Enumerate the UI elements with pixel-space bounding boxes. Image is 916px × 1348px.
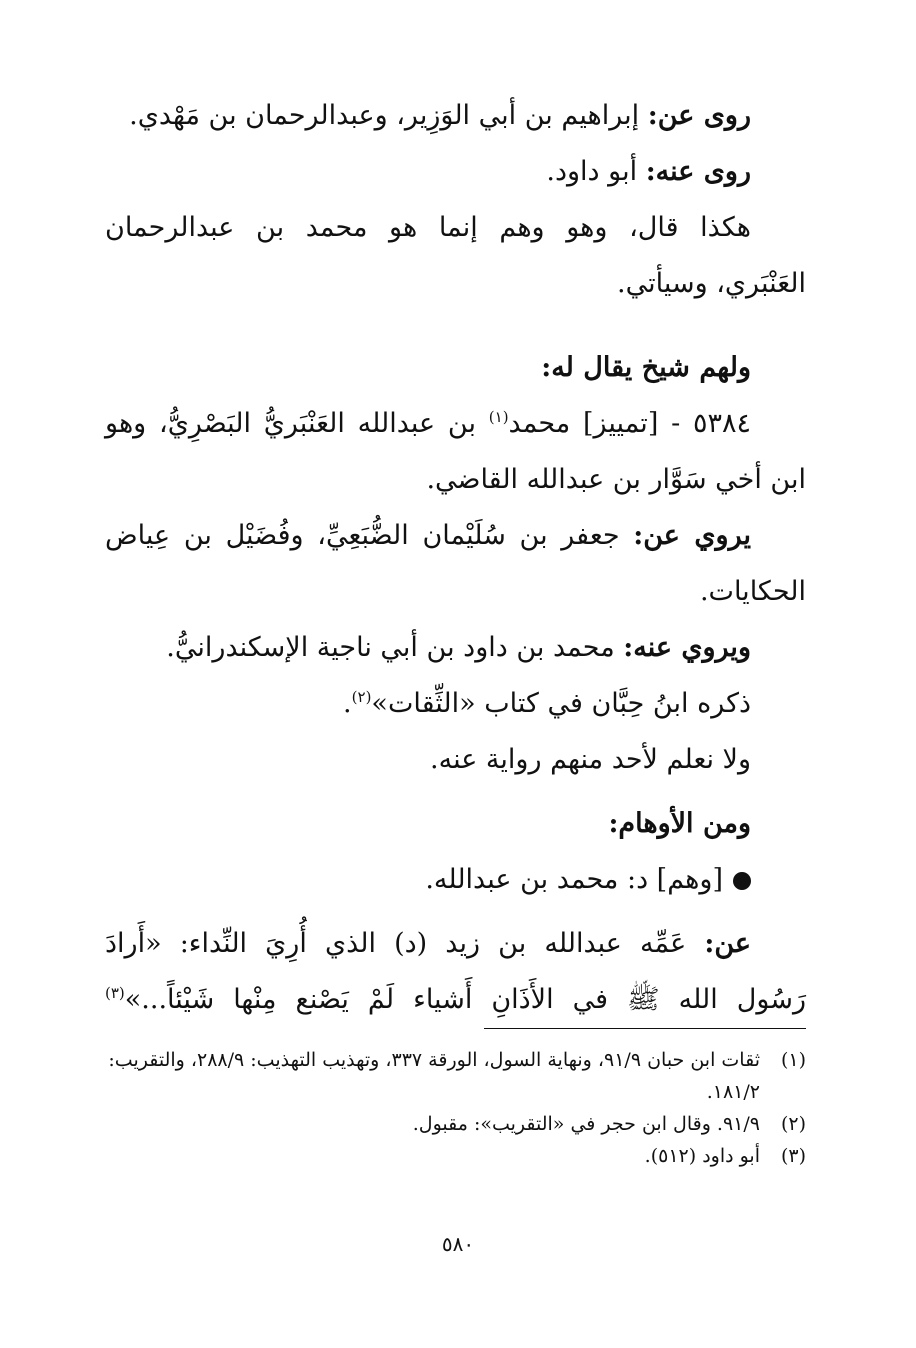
paragraph-line: العَنْبَري، وسيأتي. — [616, 268, 806, 299]
bullet-line — [105, 852, 806, 908]
footnotes — [105, 1044, 806, 1172]
footnote-text: ثقات ابن حبان ٩١/٩، ونهاية السول، الورقة ٣٣٧، وتهذيب التهذيب: ٢٨٨/٩، والتقريب: ١٨١/٢. — [108, 1049, 760, 1103]
footnote-number: (٢) — [780, 1113, 806, 1135]
narrated-from-text: إبراهيم بن أبي الوَزِير، وعبدالرحمان بن مَهْدي. — [129, 100, 640, 131]
hadith-text: رَسُول الله ﷺ في الأَذَانِ أَشياء لَمْ يَصْنع مِنْها شَيْئاً...» — [124, 984, 806, 1015]
entry-title-b: بن عبدالله العَنْبَريُّ البَصْرِيُّ، وهو — [105, 408, 476, 439]
narrated-by-line — [105, 620, 806, 676]
footnote-ref: (١) — [488, 408, 509, 426]
bullet-icon — [733, 872, 751, 890]
footnote-number: (١) — [780, 1049, 806, 1071]
footnote-item — [105, 1108, 806, 1140]
section-heading: ومن الأوهام: — [608, 808, 751, 839]
paragraph-line: هكذا قال، وهو وهم إنما هو محمد بن عبدالرحمان — [105, 212, 751, 243]
main-text — [105, 88, 806, 1028]
footnote-ref: (٢) — [351, 688, 372, 706]
footnote-item — [105, 1044, 806, 1108]
narrates-from-line — [105, 508, 806, 564]
bullet-text: [وهم] د: محمد بن عبدالله. — [425, 864, 723, 895]
paragraph-line: ابن أخي سَوَّار بن عبدالله القاضي. — [426, 464, 806, 495]
from-text: عَمِّه عبدالله بن زيد (د) الذي أُرِيَ النِّداء: «أَرادَ — [105, 928, 687, 959]
narrated-from-line — [105, 88, 806, 144]
narrated-by-text: محمد بن داود بن أبي ناجية الإسكندرانيُّ. — [166, 632, 615, 663]
footnote-number: (٣) — [780, 1145, 806, 1167]
mention-end: . — [343, 688, 352, 719]
footnote-text: أبو داود (٥١٢). — [644, 1145, 760, 1167]
footnote-item — [105, 1140, 806, 1172]
narrated-by-text: أبو داود. — [546, 156, 638, 187]
entry-title-line — [105, 396, 806, 452]
from-line — [105, 916, 806, 972]
paragraph-line: ولا نعلم لأحد منهم رواية عنه. — [430, 744, 751, 775]
entry-title-a: ٥٣٨٤ - [تمييز] محمد — [508, 408, 751, 439]
narrated-from-label: روى عن: — [647, 100, 751, 131]
footnote-ref: (٣) — [105, 984, 125, 1002]
mention-text: ذكره ابنُ حِبَّان في كتاب «الثِّقات» — [371, 688, 751, 719]
narrates-from-text: جعفر بن سُلَيْمان الضُّبَعِيِّ، وفُضَيْل بن عِياض — [105, 520, 620, 551]
narrated-by-line — [105, 144, 806, 200]
section-heading: ولهم شيخ يقال له: — [541, 352, 751, 383]
narrated-by-label: ويروي عنه: — [623, 632, 751, 663]
footnote-divider — [484, 1028, 806, 1029]
page-number: ٥٨٠ — [441, 1232, 475, 1256]
paragraph-line: الحكايات. — [699, 576, 806, 607]
from-label: عن: — [704, 928, 751, 959]
narrated-by-label: روى عنه: — [645, 156, 751, 187]
paragraph-line — [105, 676, 806, 732]
hadith-line — [105, 972, 806, 1028]
narrates-from-label: يروي عن: — [633, 520, 751, 551]
footnote-text: ٩١/٩. وقال ابن حجر في «التقريب»: مقبول. — [412, 1113, 760, 1135]
